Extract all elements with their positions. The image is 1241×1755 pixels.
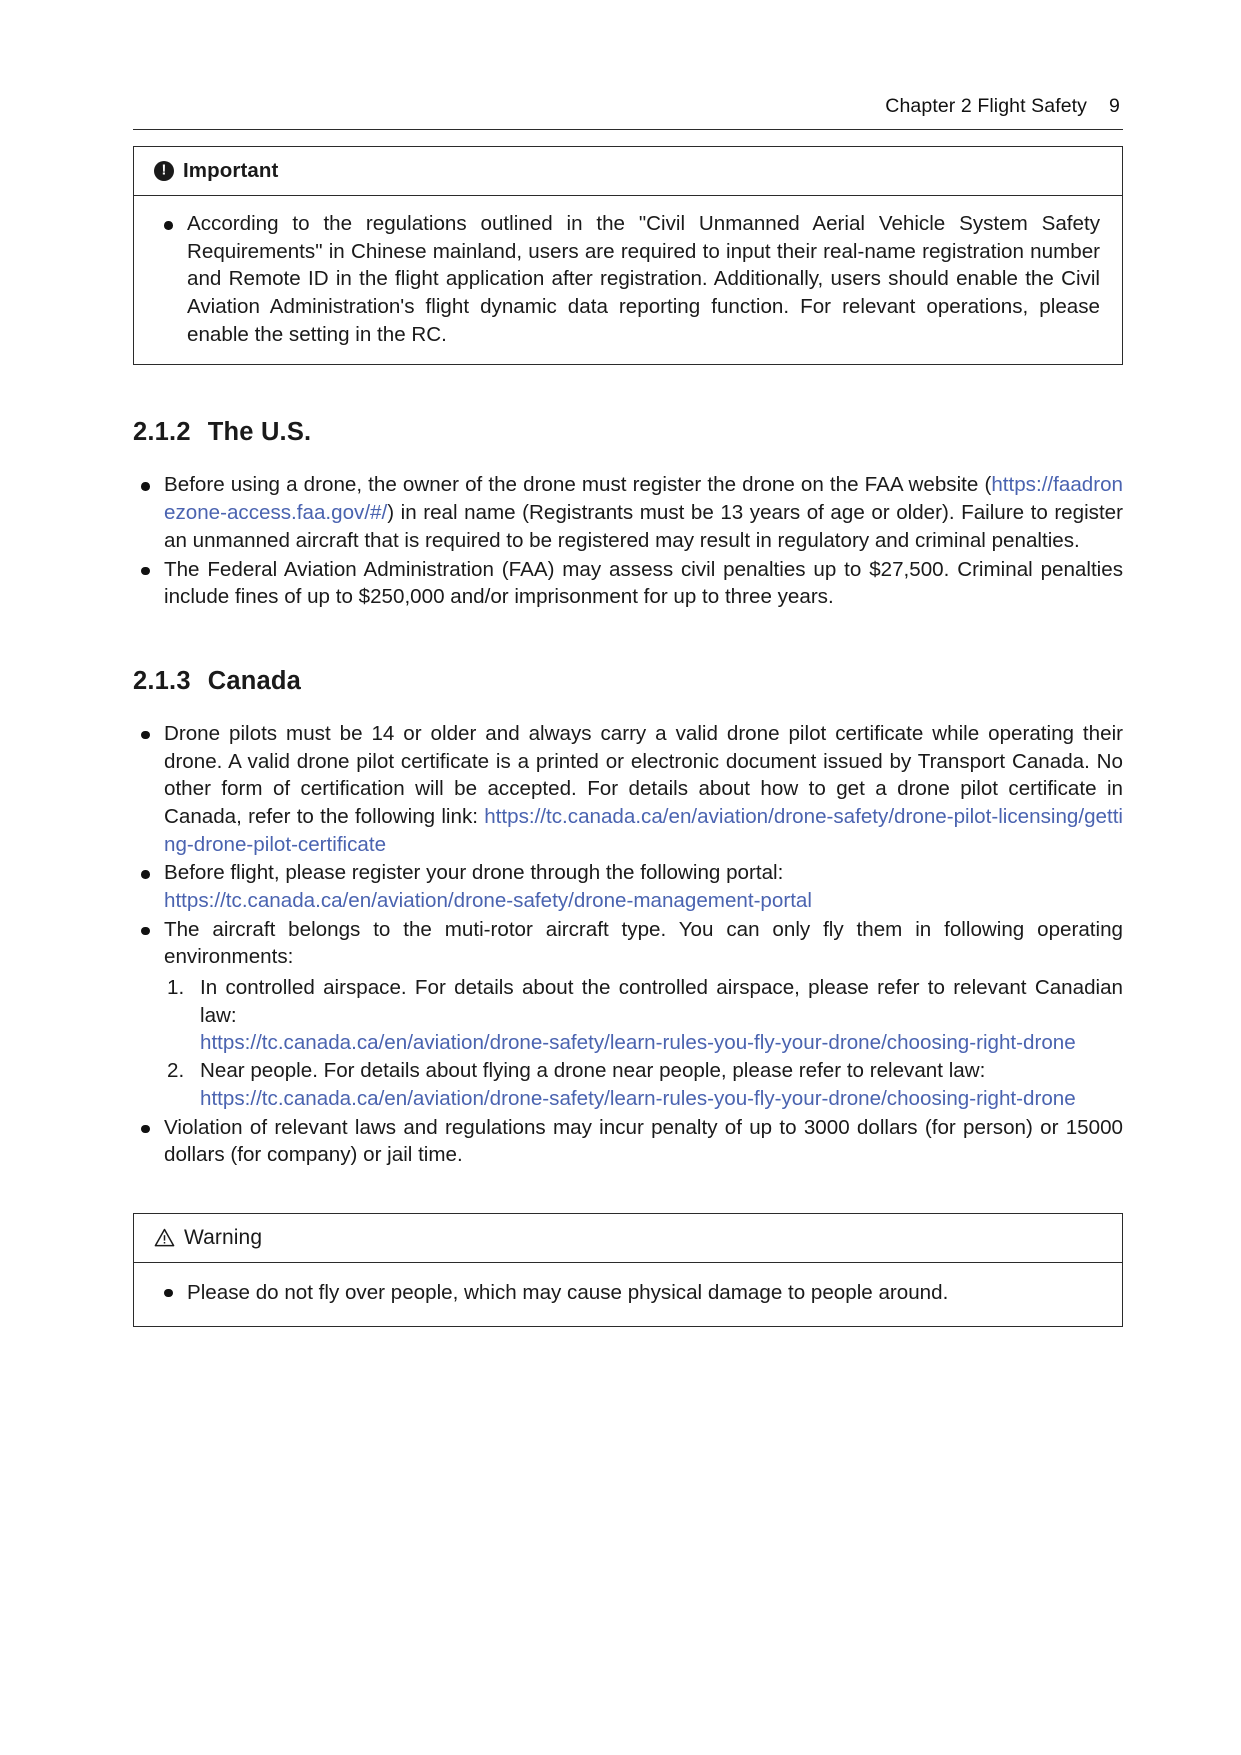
section-title: The U.S. xyxy=(207,418,312,447)
section-212-body xyxy=(133,471,1123,610)
section-number: 2.1.2 xyxy=(133,418,191,447)
ordered-list-item xyxy=(164,974,1123,1057)
section-heading-213 xyxy=(133,667,1123,696)
page-header xyxy=(133,95,1123,118)
bullet-text: The aircraft belongs to the muti-rotor aircraft type. You can only fly them in following operating environments: xyxy=(164,917,1123,969)
warning-triangle-icon xyxy=(154,1228,175,1247)
list-item xyxy=(133,859,1123,914)
list-item: Violation of relevant laws and regulations may incur penalty of up to 3000 dollars (for person) or 15000 dollars (for company) or jail time. xyxy=(133,1114,1123,1169)
section-213-body xyxy=(133,720,1123,1169)
ordered-list-item xyxy=(164,1057,1123,1112)
near-people-link[interactable]: https://tc.canada.ca/en/aviation/drone-safety/learn-rules-you-fly-your-drone/choosing-right-drone xyxy=(200,1086,1076,1110)
bullet-text: Drone pilots must be 14 or older and always carry a valid drone pilot certificate while operating their drone. A valid drone pilot certificate is a printed or electronic document issued by Transport Canada. No other form of certification will be accepted. For details about how to get a drone pilot certificate in Canada, refer to the following link: xyxy=(164,721,1123,828)
important-bullet-list xyxy=(156,210,1100,348)
drone-management-portal-link[interactable]: https://tc.canada.ca/en/aviation/drone-safety/drone-management-portal xyxy=(164,889,812,912)
list-item: Please do not fly over people, which may cause physical damage to people around. xyxy=(156,1279,1100,1307)
section-212-bullet-list xyxy=(133,471,1123,610)
bullet-text: Before using a drone, the owner of the drone must register the drone on the FAA website ( xyxy=(164,473,992,497)
ordered-marker: 1. xyxy=(167,976,185,1000)
section-title: Canada xyxy=(207,666,302,695)
list-item: According to the regulations outlined in the "Civil Unmanned Aerial Vehicle System Safety Requirements" in Chinese mainland, users are required to input their real-name registration number and Remote ID in the flight application after registration. Additionally, users should enable the Civil Aviation Administration's flight dynamic data reporting function. For relevant operations, please enable the setting in the RC. xyxy=(156,210,1100,348)
section-heading-212 xyxy=(133,418,1123,447)
warning-bullet-list xyxy=(156,1279,1100,1307)
list-item xyxy=(133,916,1123,1113)
header-chapter-title: Chapter 2 Flight Safety xyxy=(885,95,1088,117)
bullet-text: Before flight, please register your drone through the following portal: xyxy=(164,861,784,885)
important-callout xyxy=(133,146,1123,365)
warning-callout-body xyxy=(134,1263,1122,1326)
warning-callout-title: Warning xyxy=(184,1225,263,1249)
section-number: 2.1.3 xyxy=(133,666,191,695)
ordered-marker: 2. xyxy=(167,1059,185,1083)
important-callout-body xyxy=(134,196,1122,364)
ordered-text: In controlled airspace. For details about the controlled airspace, please refer to relevant Canadian law: xyxy=(200,976,1123,1027)
list-item: The Federal Aviation Administration (FAA) may assess civil penalties up to $27,500. Criminal penalties include fines of up to $250,000 and/or imprisonment for up to three years. xyxy=(133,556,1123,611)
ordered-text: Near people. For details about flying a drone near people, please refer to relevant law: xyxy=(200,1059,986,1083)
list-item xyxy=(133,471,1123,554)
bullet-text-cont: ) in real name (Registrants must be 13 years of age or older). Failure to register an unmanned aircraft that is required to be registered may result in regulatory and criminal penalties. xyxy=(164,501,1123,552)
operating-environments-list xyxy=(164,974,1123,1112)
header-divider xyxy=(133,129,1123,130)
list-item xyxy=(133,720,1123,858)
warning-callout xyxy=(133,1213,1123,1327)
header-page-number: 9 xyxy=(1109,95,1120,117)
drone-pilot-certificate-link[interactable]: https://tc.canada.ca/en/aviation/drone-safety/drone-pilot-licensing/getting-drone-pilot-certificate xyxy=(164,804,1123,856)
exclamation-circle-icon xyxy=(154,161,174,181)
controlled-airspace-link[interactable]: https://tc.canada.ca/en/aviation/drone-safety/learn-rules-you-fly-your-drone/choosing-right-drone xyxy=(200,1031,1076,1055)
faa-registration-link[interactable]: https://faadronezone-access.faa.gov/#/ xyxy=(164,473,1123,525)
section-213-bullet-list xyxy=(133,720,1123,1169)
warning-callout-header xyxy=(134,1214,1122,1263)
important-callout-header xyxy=(134,147,1122,196)
important-callout-title: Important xyxy=(183,159,279,182)
